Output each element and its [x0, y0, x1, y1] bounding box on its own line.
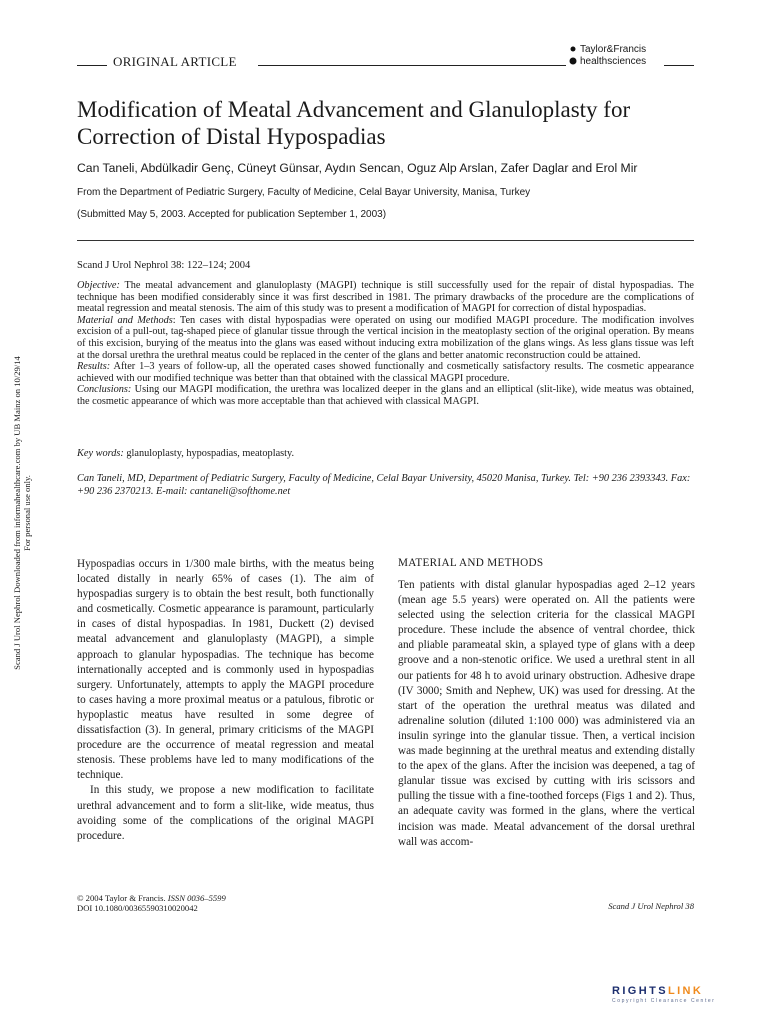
- abstract-objective: [77, 280, 694, 315]
- keywords: [77, 448, 294, 459]
- publisher-imprint: healthsciences: [580, 56, 647, 67]
- header-rule-middle: [258, 65, 566, 66]
- affiliation: From the Department of Pediatric Surgery, Faculty of Medicine, Celal Bayar University, Manisa, Turkey: [77, 187, 531, 198]
- section-heading-methods: MATERIAL AND METHODS: [398, 557, 544, 569]
- copyright-text: © 2004 Taylor & Francis.: [77, 893, 168, 903]
- download-notice-line1: Scand J Urol Nephrol Downloaded from informahealthcare.com by UB Mainz on 10/29/14: [12, 356, 22, 670]
- author-list: Can Taneli, Abdülkadir Genç, Cüneyt Günsar, Aydın Sencan, Oguz Alp Arslan, Zafer Daglar and Erol Mir: [77, 161, 638, 175]
- body-column-left: [77, 557, 374, 844]
- abstract-objective-text: The meatal advancement and glanuloplasty (MAGPI) technique is still successfully used for the repair of distal hypospadias. The technique has been modified considerably since it was first described in 1981. The primary drawbacks of the procedure are the complications of meatal regression and meatal stenosis. The aim of this study was to present a modification of MAGPI for correction of distal hypospadias.: [77, 280, 694, 315]
- publisher-logo-icon: [568, 45, 578, 67]
- journal-footer: Scand J Urol Nephrol 38: [608, 901, 694, 911]
- abstract-methods-label: Material and Methods: [77, 314, 173, 326]
- article-title: Modification of Meatal Advancement and Glanuloplasty for Correction of Distal Hypospadias: [77, 97, 631, 149]
- abstract-conclusions: [77, 384, 694, 407]
- keywords-text: glanuloplasty, hypospadias, meatoplasty.: [123, 448, 295, 459]
- publisher-logo: [568, 44, 668, 70]
- abstract-conclusions-label: Conclusions:: [77, 384, 132, 396]
- citation: Scand J Urol Nephrol 38: 122–124; 2004: [77, 260, 251, 271]
- rightslink-brand-a: RIGHTS: [612, 985, 668, 997]
- correspondence-address: Can Taneli, MD, Department of Pediatric Surgery, Faculty of Medicine, Celal Bayar University, 45020 Manisa, Turkey. Tel: +90 236 2393343. Fax: +90 236 2370213. E-mail: cantaneli@softhome.net: [77, 473, 691, 497]
- submission-dates: (Submitted May 5, 2003. Accepted for publication September 1, 2003): [77, 209, 387, 220]
- abstract: [77, 280, 694, 408]
- abstract-conclusions-text: Using our MAGPI modification, the urethra was localized deeper in the glans and an elliptical (slit-like), wide meatus was obtained, the cosmetic appearance of which was more acceptable than that achieved with classical MAGPI.: [77, 384, 694, 407]
- publisher-name: Taylor&Francis: [580, 44, 647, 55]
- header-rule-left: [77, 65, 107, 66]
- download-notice-line2: For personal use only.: [22, 475, 32, 551]
- abstract-results: [77, 361, 694, 384]
- rightslink-tagline: Copyright Clearance Center: [612, 998, 716, 1004]
- intro-paragraph-2: In this study, we propose a new modification to facilitate urethral advancement and to form a slit-like, wide meatus, thus avoiding some of the complications of the original MAGPI procedure.: [77, 784, 374, 842]
- keywords-label: Key words:: [77, 448, 124, 459]
- issn: ISSN 0036–5599: [167, 893, 226, 903]
- separator-rule: [77, 240, 694, 241]
- abstract-methods: [77, 315, 694, 361]
- abstract-methods-text: : Ten cases with distal hypospadias were operated on using our modified MAGPI procedure. The modification involves excision of a pull-out, tag-shaped piece of glanular tissue through the vertical incision in the meatoplasty section of the original operation. By means of this excision, burying of the meatus into the glans was eased without inducing extra mobilization of the glans wings. As less glans tissue was left at the dorsal urethra the urethral meatus could be replaced in the center of the glans and better anatomic reconstruction could be attained.: [77, 314, 694, 361]
- abstract-results-text: After 1–3 years of follow-up, all the operated cases showed functionally and cosmetically satisfactory results. The cosmetic appearance achieved with our modified technique was better than that obtained with the classical MAGPI procedure.: [77, 361, 694, 384]
- intro-paragraph-1: Hypospadias occurs in 1/300 male births, with the meatus being located distally in nearly 65% of cases (1). The aim of hypospadias surgery is to obtain the best result, both functionally and cosmetically. Cosmetic appearance is paramount, particularly in cases of distal hypospadias. In 1981, Duckett (2) devised meatal advancement and glanuloplasty (MAGPI), a simple approach to glanular hypospadias. The technique has become internationally accepted and is commonly used in hypospadias surgery. Unfortunately, attempts to apply the MAGPI procedure to cases having a more proximal meatus or a patulous, fibrotic or hypoplastic meatus have resulted in some degree of dissatisfaction (3). In general, primary criticisms of the MAGPI procedure are the occurrence of meatal regression and meatal stenosis. These problems have led to many modifications of the technique.: [77, 558, 374, 782]
- abstract-objective-label: Objective:: [77, 280, 120, 291]
- rightslink-wordmark: [612, 985, 703, 997]
- methods-paragraph-1: Ten patients with distal glanular hypospadias aged 2–12 years (mean age 5.5 years) were operated on. All the patients were selected using the selection criteria for the classical MAGPI procedure. These include the absence of ventral chordee, thick and pliable parameatal skin, a splayed type of glans with a deep groove and a non-stenotic orifice. We used a urethral stent in all our patients for 48 h to avoid urinary obstruction. Adhesive drape (IV 3000; Smith and Nephew, UK) was used for dressing. At the start of the operation the urethral meatus was dilated and adrenaline solution (diluted 1:100 000) was administered via an insulin syringe into the glanular tissue. Then, a vertical incision was made beginning at the urethral meatus and extending distally to the apex of the glans. After the incision was deepened, a tag of glanular tissue was excised by cutting with iris scissors and pulling the tissue with a fine-toothed forceps (Figs 1 and 2). Thus, an adequate cavity was formed in the glans, where the vertical incision was made. Meatal advancement of the dorsal urethral wall was accom-: [398, 579, 695, 848]
- abstract-results-label: Results:: [77, 361, 111, 373]
- doi: DOI 10.1080/00365590310020042: [77, 903, 198, 913]
- section-label: ORIGINAL ARTICLE: [113, 54, 237, 69]
- body-column-right: [398, 578, 695, 850]
- download-notice: [3, 333, 41, 693]
- header-rule-right: [664, 65, 694, 66]
- rightslink-logo[interactable]: [612, 985, 758, 1005]
- rightslink-brand-b: LINK: [667, 985, 704, 997]
- copyright-line: [77, 893, 226, 903]
